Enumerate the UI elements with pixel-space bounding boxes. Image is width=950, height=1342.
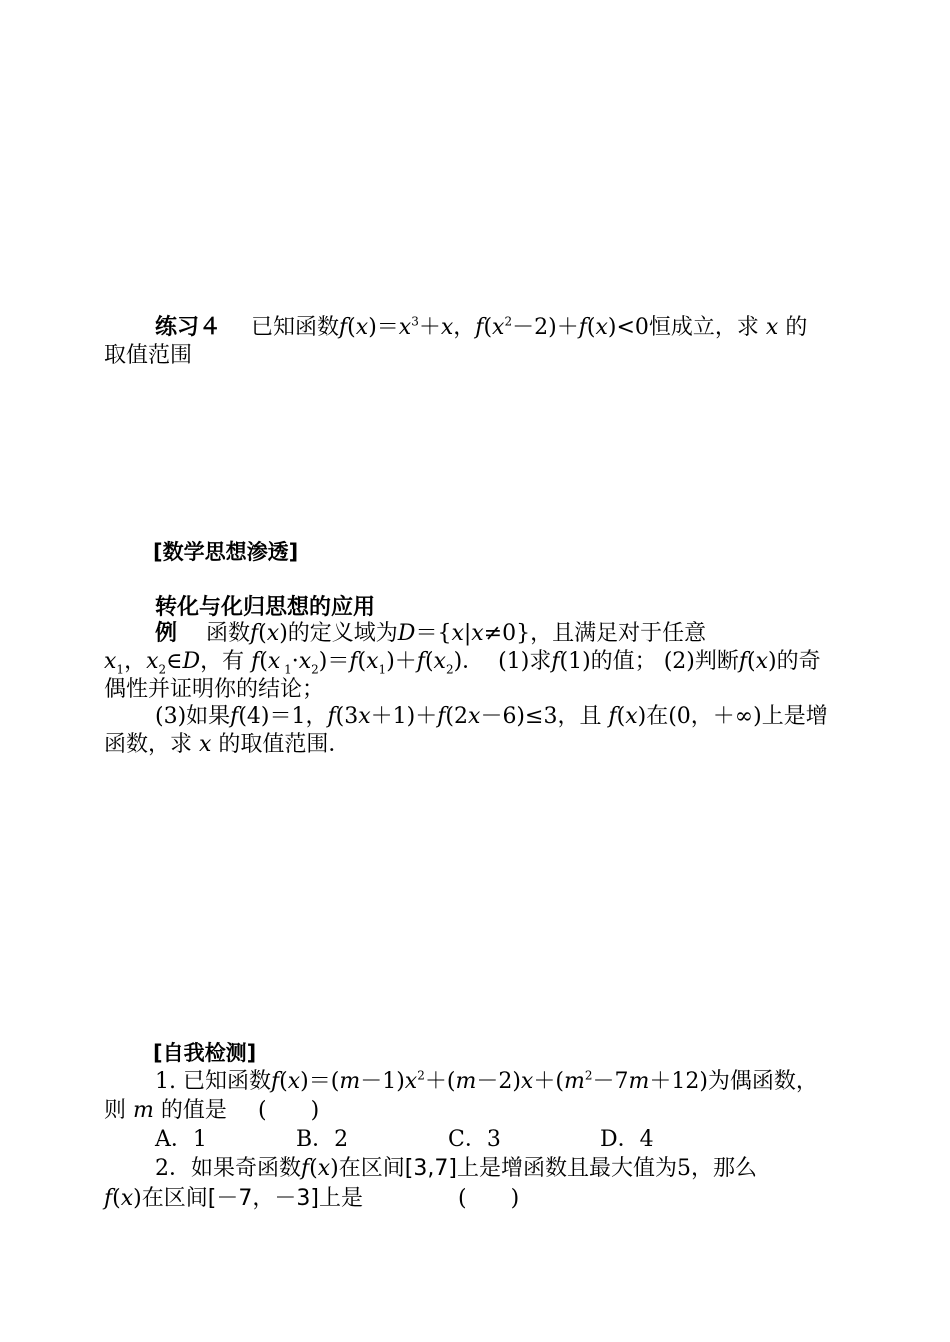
q1-option-a[interactable]: A．1	[155, 1127, 207, 1152]
q2-answer-bracket[interactable]: ( )	[458, 1186, 520, 1211]
practice4-label: 练习４	[155, 315, 222, 340]
q1-option-c[interactable]: C．3	[448, 1127, 501, 1152]
q1-option-b[interactable]: B．2	[296, 1127, 349, 1152]
practice4-text: 已知函数$f(x)=x^3+x$，$f(x^2-2)+f(x)<0$恒成立，求 x 的	[251, 314, 808, 340]
document-page: 练习４ 已知函数$f(x)=x^3+x$，$f(x^2-2)+f(x)<0$恒成立，求 x 的 取值范围 [数学思想渗透] 转化与化归思想的应用 例 函数f(x)的定义域为D＝{x|x≠0}，且满足对于任意 $x_1$，$x_2\in D$，有 f(x $_1\cdot x_2)=f(x_1)+f(x_2)$． (1)求f(1)的值； (2)判断f(x)的奇 偶性并证明你的结论； (3)如果f(4)＝1，f(3x＋1)＋f(2x－6)≤3，且 f(x)在(0，＋∞)上是增 函数，求 x 的取值范围． [自我检测] 1. 已知函数$f(x)=(m-1)x^2+(m-2)x+(m^2-7m+12)$为偶函数， 则 m 的值是 ( ) A．1 B．2 C．3 D．4 2．如果奇函数f(x)在区间[3,7]上是增函数且最大值为5，那么 f(x)在区间[－7，－3]上是 ( )	[0, 0, 950, 1342]
example-label: 例	[155, 621, 178, 646]
q1-option-d[interactable]: D．4	[600, 1127, 654, 1152]
q1-answer-bracket[interactable]: ( )	[258, 1098, 320, 1123]
